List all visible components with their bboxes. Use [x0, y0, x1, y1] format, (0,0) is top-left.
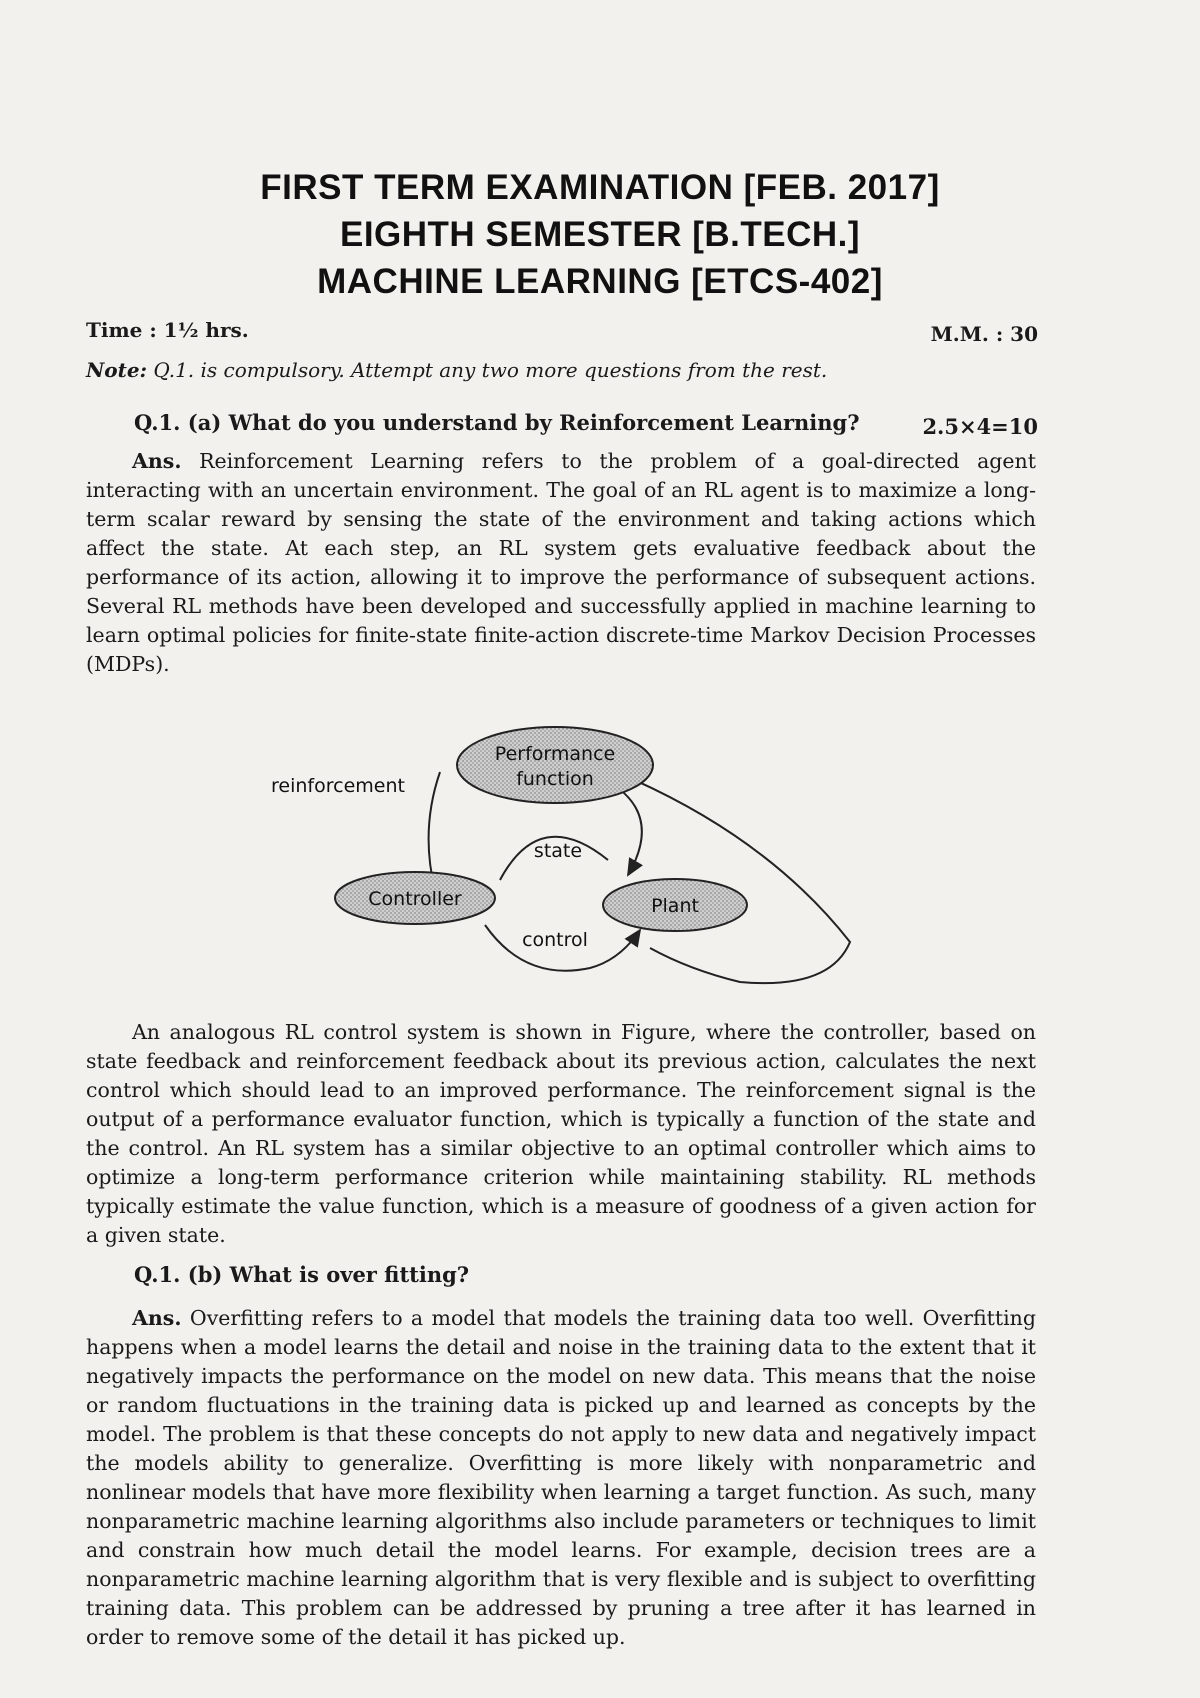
plant-label: Plant: [651, 895, 699, 917]
controller-label: Controller: [368, 888, 462, 910]
answer-1a-continued: [86, 1018, 1036, 1250]
course-title: MACHINE LEARNING [ETCS-402]: [317, 262, 883, 301]
state-label: state: [533, 840, 583, 862]
answer-1b: [86, 1304, 1036, 1652]
time-allowed: Time : 1½ hrs.: [86, 318, 249, 342]
question-1a-marks: 2.5×4=10: [922, 414, 1038, 439]
answer-1b-label: Ans.: [132, 1306, 182, 1330]
answer-1b-text: Overfitting refers to a model that models the training data too well. Overfitting happens when a model learns the detail and noise in the training data to the extent that it negatively impacts the performance on the model on new data. This means that the noise or random fluctuations in the training data is picked up and learned as concepts by the model. The problem is that these concepts do not apply to new data and negatively impact the models ability to generalize. Overfitting is more likely with nonparametric and nonlinear models that have more flexibility when learning a target function. As such, many nonparametric machine learning algorithms also include parameters or techniques to limit and constrain how much detail the model learns. For example, decision trees are a nonparametric machine learning algorithm that is very flexible and is subject to overfitting training data. This problem can be addressed by pruning a tree after it has learned in order to remove some of the detail it has picked up.: [86, 1306, 1036, 1649]
control-label: control: [522, 929, 588, 951]
semester-title: EIGHTH SEMESTER [B.TECH.]: [339, 215, 861, 254]
answer-1a-continued-text: An analogous RL control system is shown in Figure, where the controller, based on state feedback and reinforcement feedback about its previous action, calculates the next control which should lead to an improved performance. The reinforcement signal is the output of a performance evaluator function, which is typically a function of the state and the control. An RL system has a similar objective to an optimal controller which aims to optimize a long-term performance criterion while maintaining stability. RL methods typically estimate the value function, which is a measure of goodness of a given action for a given state.: [86, 1020, 1036, 1247]
note-text: Q.1. is compulsory. Attempt any two more questions from the rest.: [153, 358, 828, 382]
performance-label-line2: function: [516, 768, 594, 790]
max-marks: M.M. : 30: [930, 322, 1038, 346]
answer-1a-text: Reinforcement Learning refers to the problem of a goal-directed agent interacting with an uncertain environment. The goal of an RL agent is to maximize a long-term scalar reward by sensing the state of the environment and taking actions which affect the state. At each step, an RL system gets evaluative feedback about the performance of its action, allowing it to improve the performance of subsequent actions. Several RL methods have been developed and successfully applied in machine learning to learn optimal policies for finite-state finite-action discrete-time Markov Decision Processes (MDPs).: [86, 449, 1036, 676]
exam-note: [86, 358, 827, 382]
answer-1a-label: Ans.: [132, 449, 182, 473]
exam-title: FIRST TERM EXAMINATION [FEB. 2017]: [260, 168, 940, 207]
note-label: Note:: [86, 358, 147, 382]
question-1a: Q.1. (a) What do you understand by Reinforcement Learning?: [134, 410, 860, 435]
performance-label-line1: Performance: [494, 743, 616, 765]
answer-1a: [86, 447, 1036, 679]
rl-diagram: [270, 720, 890, 1010]
performance-function-node: [457, 727, 653, 803]
question-1b: Q.1. (b) What is over fitting?: [134, 1262, 470, 1287]
reinforcement-label: reinforcement: [271, 775, 405, 797]
state-loop-arrow: [618, 788, 642, 875]
